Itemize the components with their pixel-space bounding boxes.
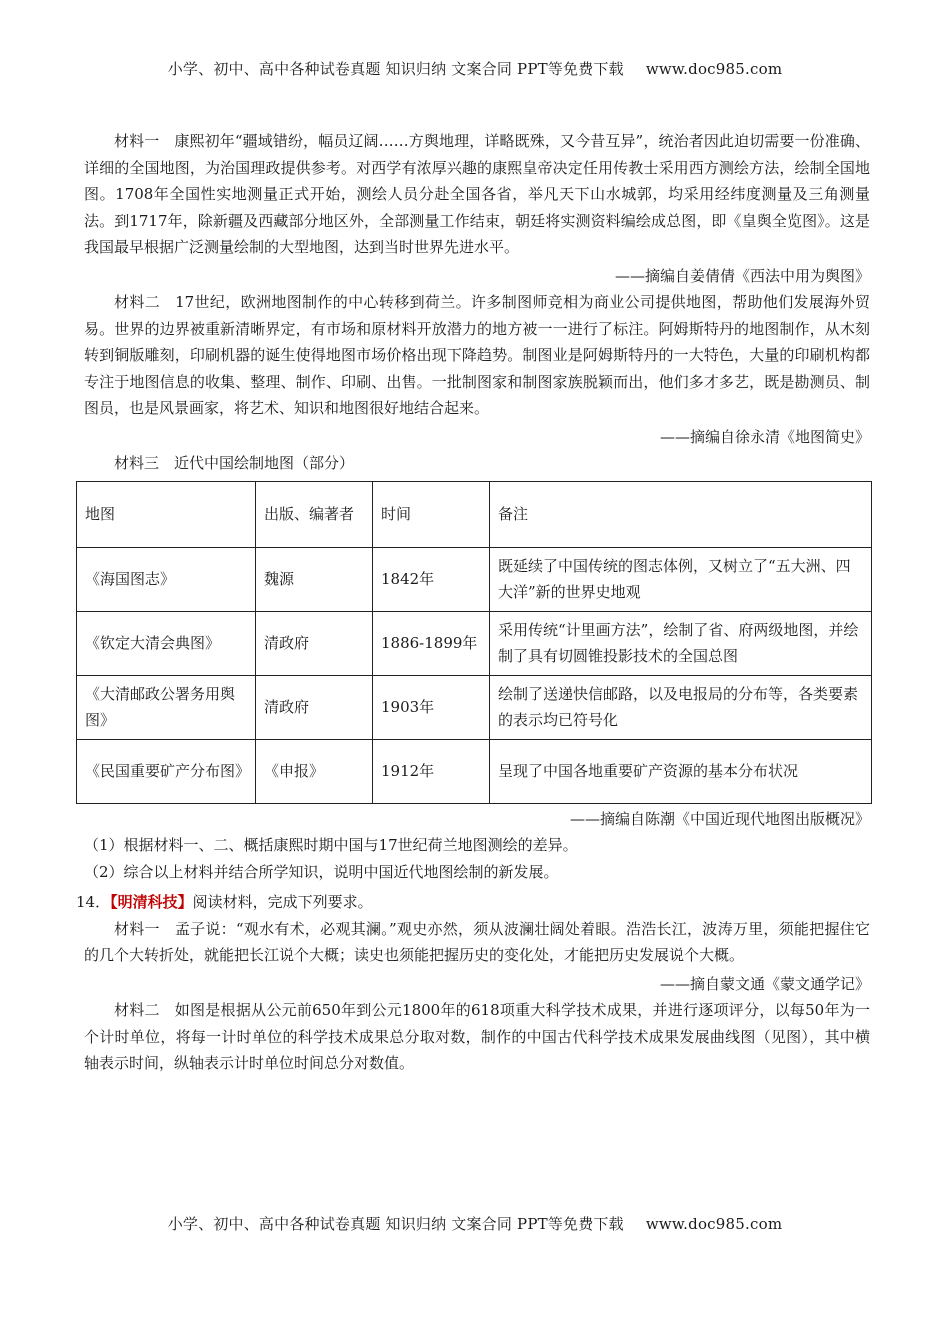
table-cell: 采用传统“计里画方法”，绘制了省、府两级地图，并绘制了具有切圆锥投影技术的全国总图: [490, 611, 872, 675]
page-footer: [0, 1213, 950, 1234]
table-cell: 呈现了中国各地重要矿产资源的基本分布状况: [490, 739, 872, 803]
table-cell: 1912年: [373, 739, 490, 803]
question-1: （1）根据材料一、二、概括康熙时期中国与17世纪荷兰地图测绘的差异。: [84, 836, 578, 854]
table-cell: 《海国图志》: [77, 547, 256, 611]
table-row: [77, 611, 872, 675]
table-row: [77, 739, 872, 803]
table-header-cell: 备注: [490, 481, 872, 547]
material2-label: 材料二: [114, 293, 161, 311]
table-cell: 既延续了中国传统的图志体例，又树立了“五大洲、四大洋”新的世界史地观: [490, 547, 872, 611]
q14-material1-paragraph: [84, 916, 870, 969]
q14-material1-text: 孟子说：“观水有术，必观其澜。”观史亦然，须从波澜壮阔处着眼。浩浩长江，波涛万里，须能把握住它的几个大转折处，就能把长江说个大概；读史也须能把握历史的变化处，才能把历史发展说个大概。: [84, 919, 870, 964]
material3-caption: 材料三 近代中国绘制地图（部分）: [114, 454, 355, 472]
material2-paragraph: [84, 289, 870, 422]
maps-table: [76, 481, 872, 804]
material1-label: 材料一: [114, 132, 160, 150]
q14-material1-label: 材料一: [114, 919, 160, 938]
table-header-cell: 出版、编著者: [256, 481, 373, 547]
table-cell: 《大清邮政公署务用舆图》: [77, 675, 256, 739]
table-cell: 魏源: [256, 547, 373, 611]
material2-source: ——摘编自徐永清《地图简史》: [659, 427, 870, 446]
footer-url[interactable]: www.doc985.com: [645, 1215, 783, 1233]
table-row: [77, 547, 872, 611]
material3-source: ——摘编自陈潮《中国近现代地图出版概况》: [569, 809, 870, 828]
table-header-cell: 时间: [373, 481, 490, 547]
table-cell: 1842年: [373, 547, 490, 611]
footer-text: 小学、初中、高中各种试卷真题 知识归纳 文案合同 PPT等免费下载: [167, 1215, 624, 1233]
q14-material2-label: 材料二: [114, 1001, 160, 1019]
document-body: [76, 128, 870, 1077]
table-cell: 清政府: [256, 611, 373, 675]
header-url[interactable]: www.doc985.com: [645, 60, 783, 78]
table-cell: 1886-1899年: [373, 611, 490, 675]
question-14-tag: 【明清科技】: [110, 893, 193, 911]
table-cell: 清政府: [256, 675, 373, 739]
table-cell: 1903年: [373, 675, 490, 739]
question-2: （2）综合以上材料并结合所学知识，说明中国近代地图绘制的新发展。: [84, 862, 559, 881]
page-header: [0, 58, 950, 79]
table-cell: 绘制了送递快信邮路，以及电报局的分布等，各类要素的表示均已符号化: [490, 675, 872, 739]
q14-material2-paragraph: [84, 997, 870, 1077]
material1-paragraph: [84, 128, 870, 261]
table-header-cell: 地图: [77, 481, 256, 547]
table-cell: 《民国重要矿产分布图》: [77, 739, 256, 803]
table-cell: 《申报》: [256, 739, 373, 803]
material2-text: 17世纪，欧洲地图制作的中心转移到荷兰。许多制图师竞相为商业公司提供地图，帮助他们发展海外贸易。世界的边界被重新清晰界定，有市场和原材料开放潜力的地方被一一进行了标注。阿姆斯特丹的地图制作，从木刻转到铜版雕刻，印刷机器的诞生使得地图市场价格出现下降趋势。制图业是阿姆斯特丹的一大特色，大量的印刷机构都专注于地图信息的收集、整理、制作、印刷、出售。一批制图家和制图家族脱颖而出，他们多才多艺，既是勘测员、制图员，也是风景画家，将艺术、知识和地图很好地结合起来。: [84, 293, 870, 417]
question-14-prompt: 阅读材料，完成下列要求。: [192, 893, 373, 911]
q14-material2-text: 如图是根据从公元前650年到公元1800年的618项重大科学技术成果，并进行逐项评分，以每50年为一个计时单位，将每一计时单位的科学技术成果总分取对数，制作的中国古代科学技术成果发展曲线图（见图），其中横轴表示时间，纵轴表示计时单位时间总分对数值。: [84, 1001, 870, 1072]
question-14-number: 14．: [76, 893, 111, 911]
material1-source: ——摘编自姜倩倩《西法中用为舆图》: [614, 266, 870, 285]
material1-text: 康熙初年“疆域错纷，幅员辽阔……方舆地理，详略既殊，又今昔互异”，统治者因此迫切需要一份准确、详细的全国地图，为治国理政提供参考。对西学有浓厚兴趣的康熙皇帝决定任用传教士采用西方测绘方法，绘制全国地图。1708年全国性实地测量正式开始，测绘人员分赴全国各省，举凡天下山水城郭，均采用经纬度测量及三角测量法。到1717年，除新疆及西藏部分地区外，全部测量工作结束，朝廷将实测资料编绘成总图，即《皇舆全览图》。这是我国最早根据广泛测量绘制的大型地图，达到当时世界先进水平。: [84, 132, 870, 256]
table-header-row: [77, 481, 872, 547]
header-text: 小学、初中、高中各种试卷真题 知识归纳 文案合同 PPT等免费下载: [167, 60, 624, 78]
table-cell: 《钦定大清会典图》: [77, 611, 256, 675]
table-row: [77, 675, 872, 739]
q14-material1-source: ——摘自蒙文通《蒙文通学记》: [659, 974, 870, 993]
question-14-heading: [76, 889, 870, 916]
